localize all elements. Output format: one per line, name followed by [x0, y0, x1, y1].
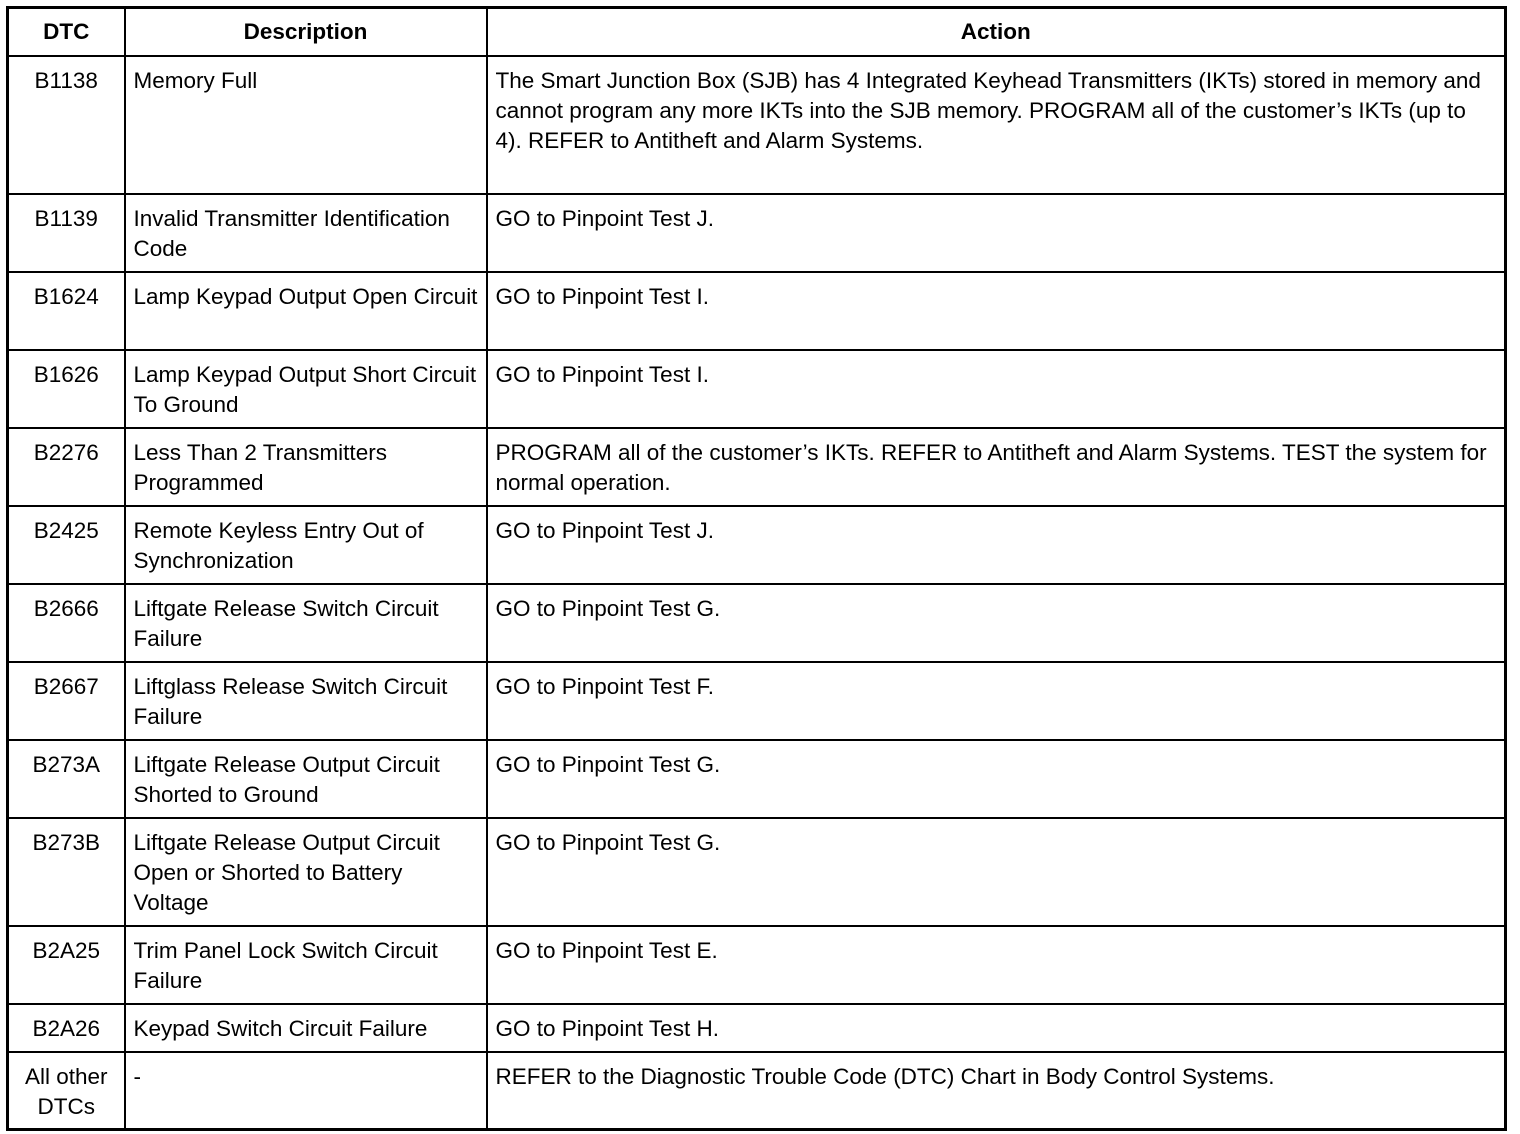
dtc-action: GO to Pinpoint Test J.: [487, 194, 1506, 272]
dtc-code: B1626: [8, 350, 125, 428]
dtc-description: Less Than 2 Transmitters Programmed: [125, 428, 487, 506]
dtc-action: GO to Pinpoint Test I.: [487, 272, 1506, 350]
dtc-description: Keypad Switch Circuit Failure: [125, 1004, 487, 1052]
dtc-description: Liftgate Release Output Circuit Open or Shorted to Battery Voltage: [125, 818, 487, 926]
dtc-description: Liftglass Release Switch Circuit Failure: [125, 662, 487, 740]
table-row: [8, 194, 1506, 272]
dtc-description: Invalid Transmitter Identification Code: [125, 194, 487, 272]
dtc-action: REFER to the Diagnostic Trouble Code (DTC) Chart in Body Control Systems.: [487, 1052, 1506, 1130]
dtc-description: -: [125, 1052, 487, 1130]
dtc-code: B273B: [8, 818, 125, 926]
dtc-action: GO to Pinpoint Test F.: [487, 662, 1506, 740]
dtc-description: Lamp Keypad Output Open Circuit: [125, 272, 487, 350]
table-row: [8, 926, 1506, 1004]
dtc-code: B1139: [8, 194, 125, 272]
table-row: [8, 1004, 1506, 1052]
dtc-action: The Smart Junction Box (SJB) has 4 Integrated Keyhead Transmitters (IKTs) stored in memory and cannot program any more IKTs into the SJB memory. PROGRAM all of the customer’s IKTs (up to 4). REFER to Antitheft and Alarm Systems.: [487, 56, 1506, 194]
dtc-table: [6, 6, 1507, 1131]
dtc-code: B2425: [8, 506, 125, 584]
table-row: [8, 272, 1506, 350]
header-row: [8, 8, 1506, 56]
table-row: [8, 506, 1506, 584]
table-row: [8, 740, 1506, 818]
dtc-code: B1624: [8, 272, 125, 350]
dtc-code: B273A: [8, 740, 125, 818]
dtc-action: GO to Pinpoint Test H.: [487, 1004, 1506, 1052]
table-row: [8, 584, 1506, 662]
dtc-action: GO to Pinpoint Test I.: [487, 350, 1506, 428]
dtc-action: GO to Pinpoint Test G.: [487, 740, 1506, 818]
dtc-description: Memory Full: [125, 56, 487, 194]
dtc-code: B2667: [8, 662, 125, 740]
dtc-code: B2666: [8, 584, 125, 662]
dtc-description: Liftgate Release Switch Circuit Failure: [125, 584, 487, 662]
dtc-action: GO to Pinpoint Test E.: [487, 926, 1506, 1004]
dtc-description: Remote Keyless Entry Out of Synchronization: [125, 506, 487, 584]
table-row: [8, 1052, 1506, 1130]
dtc-code: All other DTCs: [8, 1052, 125, 1130]
table-row: [8, 662, 1506, 740]
table-row: [8, 56, 1506, 194]
header-action: Action: [487, 8, 1506, 56]
dtc-description: Trim Panel Lock Switch Circuit Failure: [125, 926, 487, 1004]
table-row: [8, 428, 1506, 506]
dtc-description: Liftgate Release Output Circuit Shorted to Ground: [125, 740, 487, 818]
dtc-action: PROGRAM all of the customer’s IKTs. REFER to Antitheft and Alarm Systems. TEST the system for normal operation.: [487, 428, 1506, 506]
dtc-code: B2A26: [8, 1004, 125, 1052]
dtc-code: B1138: [8, 56, 125, 194]
dtc-action: GO to Pinpoint Test G.: [487, 584, 1506, 662]
dtc-action: GO to Pinpoint Test J.: [487, 506, 1506, 584]
header-description: Description: [125, 8, 487, 56]
table-row: [8, 818, 1506, 926]
dtc-code: B2276: [8, 428, 125, 506]
header-dtc: DTC: [8, 8, 125, 56]
dtc-code: B2A25: [8, 926, 125, 1004]
dtc-description: Lamp Keypad Output Short Circuit To Ground: [125, 350, 487, 428]
table-row: [8, 350, 1506, 428]
dtc-action: GO to Pinpoint Test G.: [487, 818, 1506, 926]
